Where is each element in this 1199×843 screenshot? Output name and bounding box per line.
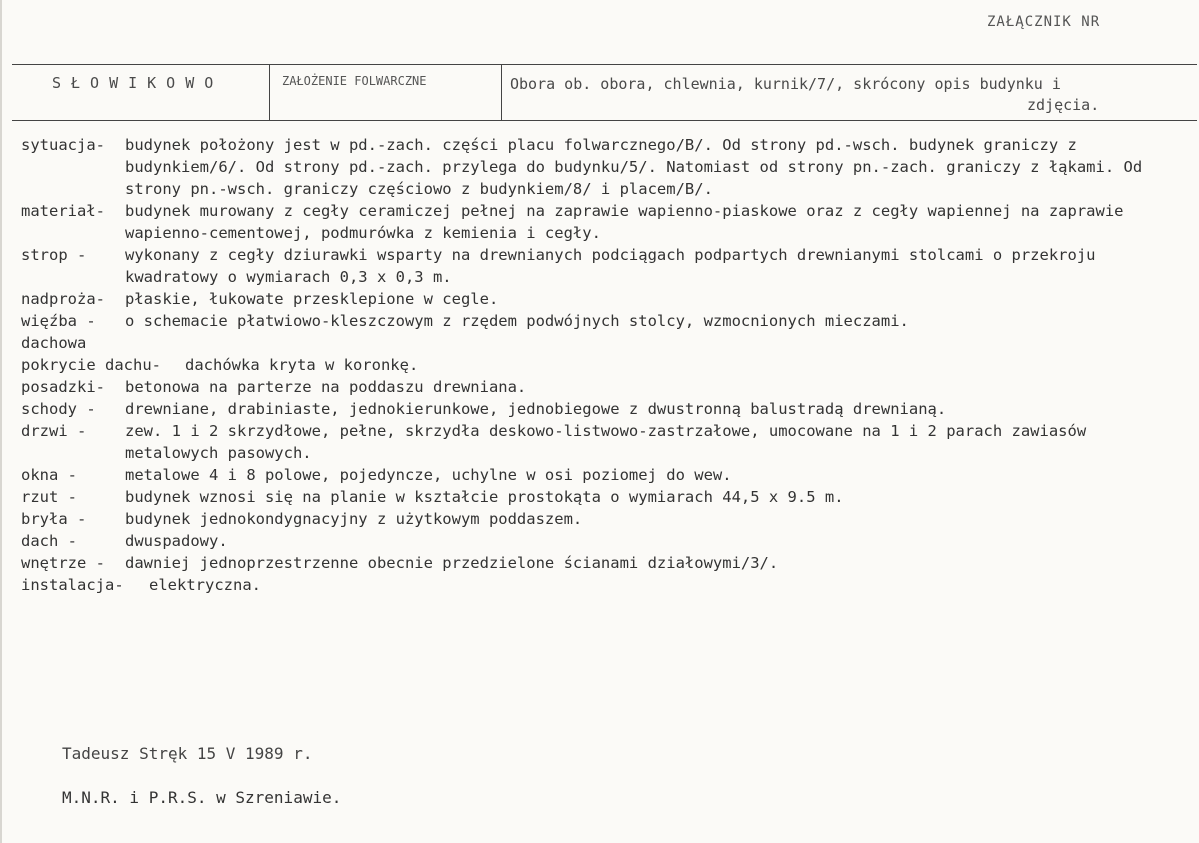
entry-text: budynek wznosi się na planie w kształcie prostokąta o wymiarach 44,5 x 9.5 m.	[125, 488, 844, 506]
entry-text: płaskie, łukowate przesklepione w cegle.	[125, 290, 499, 308]
entry-text: o schemacie płatwiowo-kleszczowym z rzędem podwójnych stolcy, wzmocnionych mieczami.	[125, 312, 909, 330]
entry-rzut	[17, 486, 1187, 508]
entry-label: dach -	[21, 532, 77, 550]
entry-nadproza	[17, 288, 1187, 310]
entry-label: drzwi -	[21, 422, 87, 440]
description-line-1: Obora ob. obora, chlewnia, kurnik/7/, skrócony opis budynku i	[510, 75, 1061, 93]
entry-wiezba-cont	[17, 332, 1187, 354]
entry-text: dachówka kryta w koronkę.	[185, 356, 419, 374]
entry-label: posadzki-	[21, 378, 105, 396]
annex-label: ZAŁĄCZNIK NR	[987, 14, 1101, 30]
entry-text: zew. 1 i 2 skrzydłowe, pełne, skrzydła deskowo-listwowo-zastrzałowe, umocowane na 1 i 2 parach zawiasów metalowych pasowych.	[125, 422, 1087, 462]
entry-label: schody -	[21, 400, 96, 418]
entry-bryla	[17, 508, 1187, 530]
complex-type: ZAŁOŻENIE FOLWARCZNE	[282, 74, 427, 88]
entry-label: bryła -	[21, 510, 87, 528]
header-table	[12, 64, 1197, 121]
header-location-cell	[12, 65, 270, 120]
entry-label: więźba -	[21, 312, 96, 330]
entry-schody	[17, 398, 1187, 420]
entry-posadzki	[17, 376, 1187, 398]
entry-instalacja	[17, 574, 1187, 596]
entry-text: betonowa na parterze na poddaszu drewniana.	[125, 378, 527, 396]
author-signature: Tadeusz Stręk 15 V 1989 r.	[62, 744, 313, 763]
location-name: SŁOWIKOWO	[52, 74, 224, 92]
header-description-cell	[502, 65, 1197, 120]
entry-text: dwuspadowy.	[125, 532, 228, 550]
entry-label: sytuacja-	[21, 136, 105, 154]
entry-text: metalowe 4 i 8 polowe, pojedyncze, uchylne w osi poziomej do wew.	[125, 466, 732, 484]
entry-drzwi	[17, 420, 1187, 464]
entry-text: drewniane, drabiniaste, jednokierunkowe, jednobiegowe z dwustronną balustradą drewnianą.	[125, 400, 947, 418]
entry-text: wykonany z cegły dziurawki wsparty na drewnianych podciągach podpartych drewnianymi stolcami o przekroju kwadratowy o wymiarach 0,3 x 0,3 m.	[125, 246, 1096, 286]
entry-text: budynek jednokondygnacyjny z użytkowym poddaszem.	[125, 510, 583, 528]
entry-label: rzut -	[21, 488, 77, 506]
entry-text: budynek murowany z cegły ceramiczej pełnej na zaprawie wapienno-piaskowe oraz z cegły wapiennej na zaprawie wapienno-cementowej, podmurówka z kemienia i cegły.	[125, 202, 1124, 242]
entry-pokrycie	[17, 354, 1187, 376]
entry-wnetrze	[17, 552, 1187, 574]
entry-material	[17, 200, 1187, 244]
entry-text: elektryczna.	[149, 576, 261, 594]
entry-label: dachowa	[21, 334, 87, 352]
entry-sytuacja	[17, 134, 1187, 200]
entry-text	[125, 332, 1187, 354]
entry-text: dawniej jednoprzestrzenne obecnie przedzielone ścianami działowymi/3/.	[125, 554, 779, 572]
entry-label: okna -	[21, 466, 77, 484]
entry-label: pokrycie dachu-	[21, 356, 161, 374]
entry-strop	[17, 244, 1187, 288]
entry-label: nadproża-	[21, 290, 105, 308]
entry-text: budynek położony jest w pd.-zach. części placu folwarcznego/B/. Od strony pd.-wsch. budynek graniczy z budynkiem/6/. Od strony pd.-zach. przylega do budynku/5/. Natomiast od strony pn.-zach. graniczy z łąkami. Od strony pn.-wsch. graniczy częściowo z budynkiem/8/ i placem/B/.	[125, 136, 1143, 198]
entry-label: wnętrze -	[21, 554, 105, 572]
entry-wiezba	[17, 310, 1187, 332]
header-type-cell	[270, 65, 502, 120]
entries-list	[17, 134, 1187, 596]
entry-dach	[17, 530, 1187, 552]
description-line-2: zdjęcia.	[1027, 96, 1100, 114]
entry-label: strop -	[21, 246, 87, 264]
entry-label: instalacja-	[21, 576, 124, 594]
entry-label: materiał-	[21, 202, 105, 220]
entry-okna	[17, 464, 1187, 486]
institution-name: M.N.R. i P.R.S. w Szreniawie.	[62, 788, 342, 807]
